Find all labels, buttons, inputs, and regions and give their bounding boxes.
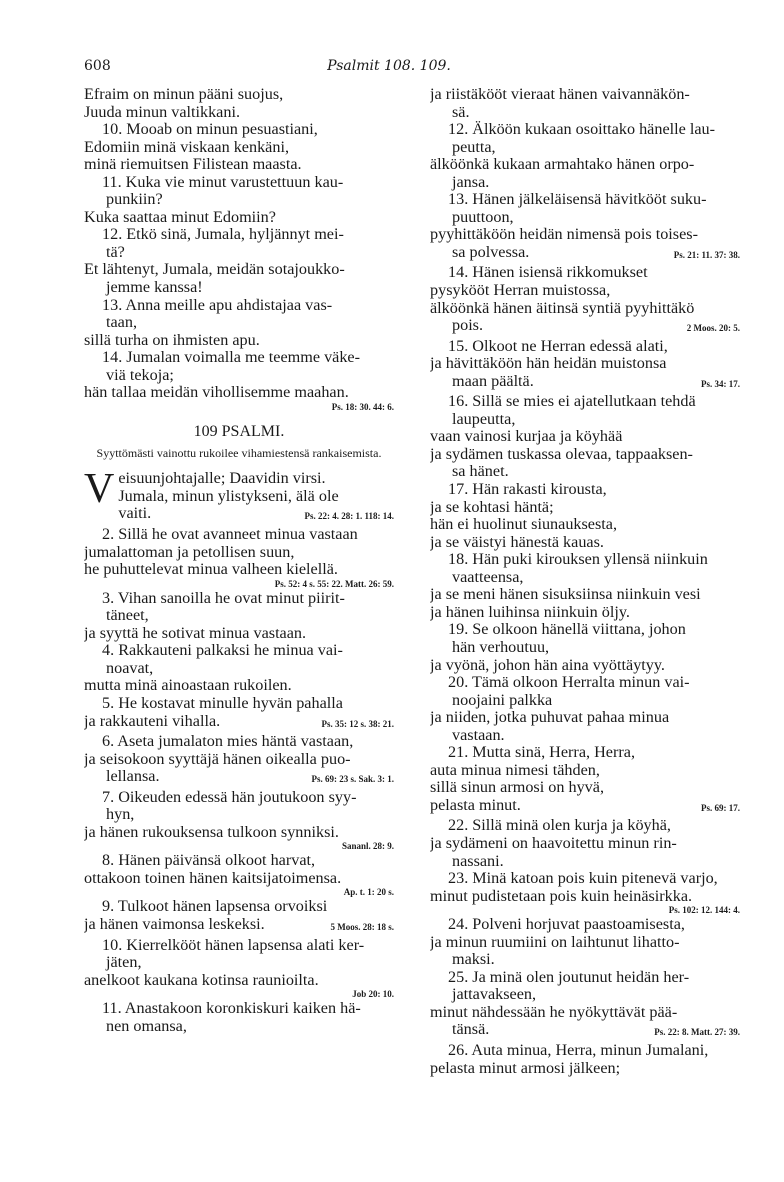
verse-line: 4. Rakkauteni palkaksi he minua vai- (102, 642, 343, 660)
text-line: nen omansa, (106, 1017, 187, 1035)
psalm-title: 109 PSALMI. (193, 422, 285, 440)
text-line: minut nähdessään he nyökyttävät pää- (430, 1003, 678, 1021)
line-text: tänsä. (452, 1021, 490, 1039)
cross-reference: Job 20: 10. (352, 989, 394, 1000)
cross-reference: Ps. 102: 12. 144: 4. (668, 905, 740, 916)
text-line: tä? (106, 243, 125, 261)
text-line: jumalattoman ja petollisen suun, (84, 543, 295, 561)
verse-line: 6. Aseta jumalaton mies häntä vastaan, (102, 733, 354, 751)
text-line: ottakoon toinen hänen kaitsijatoimensa. (84, 869, 342, 887)
text-line (430, 373, 740, 394)
verse-line: 25. Ja minä olen joutunut heidän her- (448, 968, 690, 986)
running-title: Psalmit 108. 109. (327, 58, 451, 74)
text-line (430, 317, 740, 338)
text-line: auta minua nimesi tähden, (430, 761, 600, 779)
text-line: jattavakseen, (452, 986, 537, 1004)
verse-line: 13. Anna meille apu ahdistajaa vas- (102, 296, 333, 314)
text-line: pysykööt Herran muistossa, (430, 282, 611, 300)
verse-line: 5. He kostavat minulle hyvän pahalla (102, 694, 343, 712)
text-line (118, 505, 394, 526)
verse-line: 12. Älköön kukaan osoittako hänelle lau- (448, 121, 716, 139)
text-line: hyn, (106, 806, 135, 824)
cross-reference: Ap. t. 1: 20 s. (343, 887, 394, 898)
line-text: ja hänen vaimonsa leskeksi. (84, 915, 265, 933)
text-line: täneet, (106, 607, 149, 625)
text-line: ja riistäkööt vieraat hänen vaivannäkön- (430, 86, 690, 103)
text-line: nassani. (452, 852, 504, 870)
drop-cap: V (84, 466, 115, 513)
verse-line: 22. Sillä minä olen kurja ja köyhä, (448, 817, 671, 835)
text-line: Juuda minun valtikkani. (84, 103, 241, 121)
text-line: hän tallaa meidän vihollisemme maahan. (84, 384, 349, 402)
text-line: Et lähtenyt, Jumala, meidän sotajoukko- (84, 261, 345, 279)
verse-line: 14. Hänen isiensä rikkomukset (448, 264, 648, 282)
text-line: sä. (452, 103, 470, 121)
text-line: punkiin? (106, 191, 163, 209)
verse-line: 23. Minä katoan pois kuin pitenevä varjo, (448, 870, 718, 888)
text-line: pelasta minut armosi jälkeen; (430, 1059, 621, 1077)
text-line: ja syyttä he sotivat minua vastaan. (84, 624, 307, 642)
text-line (84, 768, 394, 789)
text-line: ja hänen luihinsa niinkuin öljy. (430, 603, 630, 621)
verse-line: 20. Tämä olkoon Herralta minun vai- (448, 674, 690, 692)
cross-reference: Ps. 35: 12 s. 38: 21. (321, 718, 394, 729)
verse-line: 14. Jumalan voimalla me teemme väke- (102, 349, 361, 367)
cross-reference: Ps. 52: 4 s. 55: 22. Matt. 26: 59. (274, 578, 394, 589)
text-line: Jumala, minun ylistykseni, älä ole (118, 487, 339, 505)
text-line: ja vyönä, johon hän aina vyöttäytyy. (430, 656, 665, 674)
verse-line: 11. Anastakoon koronkiskuri kaiken hä- (102, 1000, 361, 1018)
text-line: noojaini palkka (452, 691, 553, 709)
text-line: ja se meni hänen sisuksiinsa niinkuin vesi (430, 586, 701, 604)
verse-line: 13. Hänen jälkeläisensä hävitkööt suku- (448, 191, 707, 209)
text-line: ja niiden, jotka puhuvat pahaa minua (430, 709, 670, 727)
line-text: pois. (452, 317, 484, 335)
text-line (84, 713, 394, 734)
verse-line: 15. Olkoot ne Herran edessä alati, (448, 337, 668, 355)
text-line (84, 916, 394, 937)
verse-line: 18. Hän puki kirouksen yllensä niinkuin (448, 551, 708, 569)
text-line: noavat, (106, 659, 154, 677)
cross-reference: Ps. 21: 11. 37: 38. (673, 249, 740, 260)
text-line: jäten, (106, 954, 142, 972)
verse-line: 9. Tulkoot hänen lapsensa orvoiksi (102, 898, 328, 916)
text-line: taan, (106, 314, 138, 332)
text-line: eisuunjohtajalle; Daavidin virsi. (118, 470, 326, 488)
cross-reference: Ps. 34: 17. (701, 378, 740, 389)
psalm-superscription: Syyttömästi vainottu rukoilee vihamiestensä rankaisemista. (96, 446, 382, 461)
cross-reference: Ps. 22: 4. 28: 1. 118: 14. (304, 511, 394, 522)
text-line: anelkoot kaukana kotinsa raunioilta. (84, 971, 319, 989)
text-line: ja seisokoon syyttäjä hänen oikealla puo- (84, 750, 351, 768)
text-line: ja hänen rukouksensa tulkoon synniksi. (84, 823, 339, 841)
text-line: älköönkä kukaan armahtako hänen orpo- (430, 156, 695, 174)
text-line: viä tekoja; (106, 366, 174, 384)
page-header (84, 58, 694, 78)
text-line (430, 1021, 740, 1042)
cross-reference: Ps. 69: 17. (701, 802, 740, 813)
text-line: hän ei huolinut siunauksesta, (430, 516, 618, 534)
verse-line: 12. Etkö sinä, Jumala, hyljännyt mei- (102, 226, 344, 244)
cross-reference: Ps. 18: 30. 44: 6. (331, 401, 394, 412)
cross-reference: Sananl. 28: 9. (341, 841, 394, 852)
text-line: Kuka saattaa minut Edomiin? (84, 208, 276, 226)
verse-line: 10. Kierrelkööt hänen lapsensa alati ker- (102, 936, 365, 954)
line-text: vaiti. (118, 505, 152, 523)
text-line: sillä sinun armosi on hyvä, (430, 779, 604, 797)
text-line: pyyhittäköön heidän nimensä pois toises- (430, 226, 698, 244)
verse-line: 19. Se olkoon hänellä viittana, johon (448, 621, 686, 639)
verse-line: 7. Oikeuden edessä hän joutukoon syy- (102, 788, 357, 806)
text-line: peutta, (452, 138, 496, 156)
text-line: minä riemuitsen Filistean maasta. (84, 156, 302, 174)
verse-line: 21. Mutta sinä, Herra, Herra, (448, 744, 635, 762)
line-text: sa polvessa. (452, 243, 530, 261)
text-line: vaatteensa, (452, 568, 524, 586)
verse-line: 8. Hänen päivänsä olkoot harvat, (102, 852, 316, 870)
text-line: ja sydämen tuskassa olevaa, tappaaksen- (430, 445, 693, 463)
verse-line: 2. Sillä he ovat avanneet minua vastaan (102, 526, 358, 544)
verse-line: 10. Mooab on minun pesuastiani, (102, 121, 318, 139)
line-text: maan päältä. (452, 372, 534, 390)
text-line: ja se väistyi hänestä kauas. (430, 533, 604, 551)
text-line: Efraim on minun pääni suojus, (84, 86, 284, 103)
line-text: pelasta minut. (430, 796, 521, 814)
text-line: ja minun ruumiini on laihtunut lihatto- (430, 933, 680, 951)
cross-reference: Ps. 22: 8. Matt. 27: 39. (654, 1027, 740, 1038)
cross-reference: Ps. 69: 23 s. Sak. 3: 1. (311, 774, 394, 785)
text-line: minut pudistetaan pois kuin heinäsirkka. (430, 887, 693, 905)
text-line: he puhuttelevat minua valheen kielellä. (84, 561, 338, 579)
text-line: maksi. (452, 951, 495, 969)
cross-reference: 5 Moos. 28: 18 s. (330, 921, 394, 932)
text-line: laupeutta, (452, 410, 516, 428)
verse-line: 16. Sillä se mies ei ajatellutkaan tehdä (448, 393, 696, 411)
text-line: mutta minä ainoastaan rukoilen. (84, 677, 292, 695)
cross-reference: 2 Moos. 20: 5. (686, 323, 740, 334)
text-line: hän verhoutuu, (452, 638, 550, 656)
text-line: sillä turha on ihmisten apu. (84, 331, 260, 349)
text-line: jemme kanssa! (106, 279, 203, 297)
text-line: Edomiin minä viskaan kenkäni, (84, 138, 289, 156)
text-line: vaan vainosi kurjaa ja köyhää (430, 428, 623, 446)
text-line: puuttoon, (452, 208, 514, 226)
text-line: jansa. (452, 173, 490, 191)
text-line: sa hänet. (452, 463, 509, 481)
page-number: 608 (84, 58, 111, 74)
text-line (430, 797, 740, 818)
text-line: ja hävittäköön hän heidän muistonsa (430, 355, 667, 373)
left-column (84, 86, 394, 1035)
right-column (430, 86, 740, 1077)
text-line: ja se kohtasi häntä; (430, 498, 554, 516)
text-line (430, 244, 740, 265)
text-line: ja sydämeni on haavoitettu minun rin- (430, 834, 677, 852)
verse-line: 24. Polveni horjuvat paastoamisesta, (448, 916, 685, 934)
text-line: vastaan. (452, 726, 505, 744)
verse-line: 26. Auta minua, Herra, minun Jumalani, (448, 1041, 709, 1059)
line-text: lellansa. (106, 768, 160, 786)
text-line: älköönkä hänen äitinsä syntiä pyyhittäkö (430, 299, 695, 317)
verse-line: 3. Vihan sanoilla he ovat minut piirit- (102, 589, 345, 607)
verse-line: 17. Hän rakasti kirousta, (448, 481, 607, 499)
verse-line: 11. Kuka vie minut varustettuun kau- (102, 173, 344, 191)
line-text: ja rakkauteni vihalla. (84, 712, 221, 730)
